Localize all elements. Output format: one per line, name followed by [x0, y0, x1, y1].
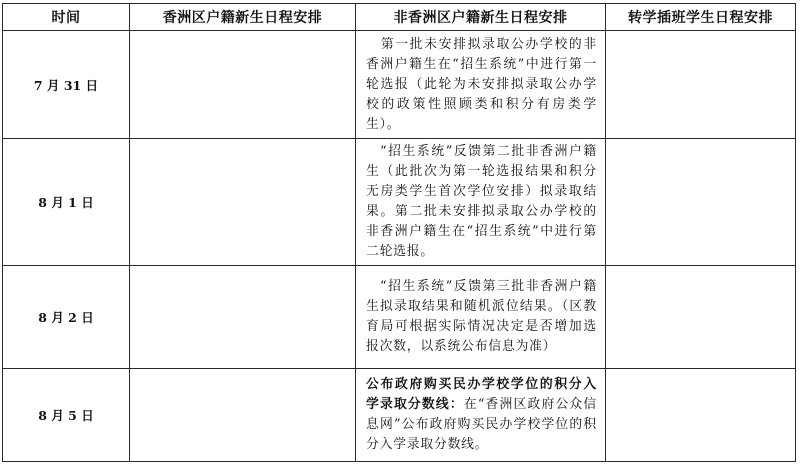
row-transfer-cell — [606, 369, 796, 462]
row-xiangzhou-cell — [130, 369, 356, 462]
header-transfer-schedule: 转学插班学生日程安排 — [606, 4, 796, 31]
row-xiangzhou-cell — [130, 266, 356, 369]
row-date: 8 月 1 日 — [3, 139, 130, 266]
header-xiangzhou-schedule: 香洲区户籍新生日程安排 — [130, 4, 356, 31]
row-non-xiangzhou-text: 在“香洲区政府公众信息网”公布政府购买民办学校学位的积分入学录取分数线。 — [366, 397, 598, 452]
row-transfer-cell — [606, 139, 796, 266]
row-date: 8 月 2 日 — [3, 266, 130, 369]
row-date: 8 月 5 日 — [3, 369, 130, 462]
row-non-xiangzhou-text: 第一批未安排拟录取公办学校的非香洲户籍生在“招生系统”中进行第一轮选报（此轮为未安排拟录取公办学校的政策性照顾类和积分有房类学生）。 — [366, 36, 597, 132]
header-time: 时间 — [3, 4, 130, 31]
table-row — [3, 139, 796, 266]
row-non-xiangzhou-cell — [356, 31, 606, 139]
header-row — [3, 4, 796, 31]
row-non-xiangzhou-cell — [356, 369, 606, 462]
row-transfer-cell — [606, 31, 796, 139]
row-transfer-cell — [606, 266, 796, 369]
row-non-xiangzhou-bold-text: 公布政府购买民办学校学位的积分入学录取分数线： — [366, 377, 597, 412]
row-xiangzhou-cell — [130, 31, 356, 139]
row-non-xiangzhou-text: “招生系统”反馈第二批非香洲户籍生（此批次为第一轮选报结果和积分无房类学生首次学位安排）拟录取结果。第二批未安排拟录取公办学校的非香洲户籍生在“招生系统”中进行第二轮选报。 — [366, 144, 597, 259]
table-row — [3, 266, 796, 369]
row-non-xiangzhou-text: “招生系统”反馈第三批非香洲户籍生拟录取结果和随机派位结果。（区教育局可根据实际情况决定是否增加选报次数，以系统公布信息为准） — [366, 279, 597, 354]
schedule-table — [2, 3, 796, 462]
table-row — [3, 369, 796, 462]
row-non-xiangzhou-cell — [356, 266, 606, 369]
row-date: 7 月 31 日 — [3, 31, 130, 139]
table-row — [3, 31, 796, 139]
row-xiangzhou-cell — [130, 139, 356, 266]
row-non-xiangzhou-cell — [356, 139, 606, 266]
header-non-xiangzhou-schedule: 非香洲区户籍新生日程安排 — [356, 4, 606, 31]
